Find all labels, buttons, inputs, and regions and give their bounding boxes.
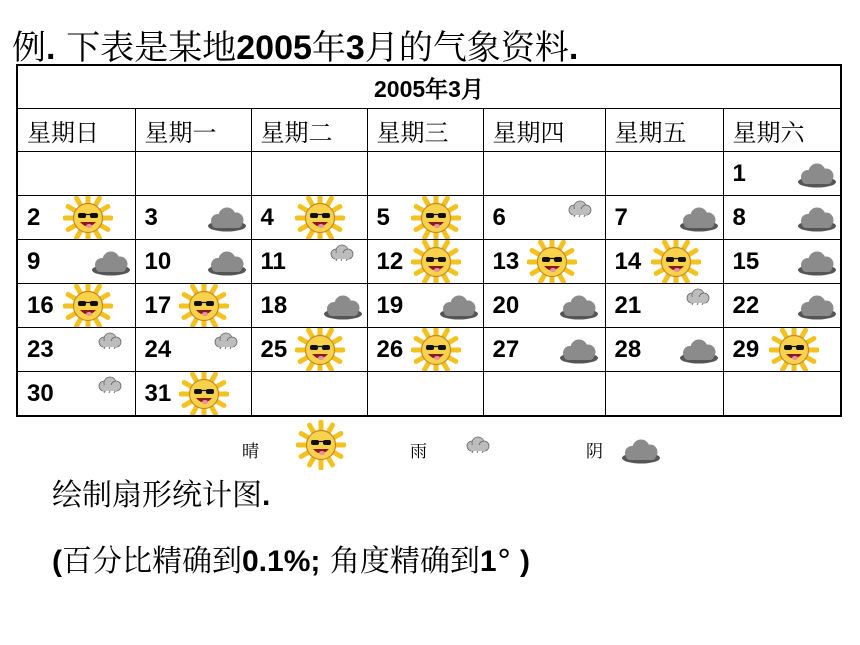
day-number: 18 bbox=[260, 292, 288, 319]
weekday-header: 星期一 bbox=[135, 109, 251, 152]
day-number: 23 bbox=[27, 336, 54, 363]
calendar-empty-cell bbox=[251, 152, 367, 196]
calendar-week-row bbox=[17, 284, 841, 328]
sun-icon bbox=[769, 328, 819, 372]
rain-cloud-icon bbox=[566, 200, 594, 218]
calendar-day-cell bbox=[723, 240, 841, 284]
calendar-empty-cell bbox=[605, 372, 723, 417]
calendar-week-row bbox=[17, 328, 841, 372]
cloud-icon bbox=[796, 206, 838, 232]
day-number: 26 bbox=[376, 336, 404, 363]
sun-icon bbox=[651, 240, 701, 284]
cloud-icon bbox=[206, 206, 248, 232]
day-number: 27 bbox=[492, 336, 520, 363]
legend-rain-label: 雨 bbox=[410, 442, 427, 462]
rain-cloud-icon bbox=[684, 288, 712, 306]
calendar-day-cell bbox=[17, 328, 135, 372]
day-number: 17 bbox=[144, 292, 172, 319]
calendar-empty-cell bbox=[483, 372, 605, 417]
cloud-icon bbox=[678, 206, 720, 232]
day-number: 4 bbox=[260, 204, 274, 231]
calendar-day-cell bbox=[135, 240, 251, 284]
calendar-day-cell bbox=[17, 372, 135, 417]
day-number: 6 bbox=[492, 204, 506, 231]
calendar-week-row bbox=[17, 372, 841, 417]
sun-icon bbox=[527, 240, 577, 284]
calendar-day-cell bbox=[17, 240, 135, 284]
cloud-icon bbox=[90, 250, 132, 276]
calendar-day-cell bbox=[723, 152, 841, 196]
calendar-day-cell bbox=[135, 196, 251, 240]
day-number: 16 bbox=[27, 292, 54, 319]
day-number: 12 bbox=[376, 248, 404, 275]
cloud-icon bbox=[558, 338, 600, 364]
page-title: 例. 下表是某地2005年3月的气象资料. bbox=[12, 28, 579, 68]
calendar-day-cell bbox=[367, 284, 483, 328]
sun-icon bbox=[179, 284, 229, 328]
calendar-day-cell bbox=[605, 196, 723, 240]
calendar-empty-cell bbox=[367, 152, 483, 196]
calendar-header: 2005年3月 bbox=[17, 65, 841, 109]
calendar-day-cell bbox=[723, 328, 841, 372]
weather-calendar-table bbox=[16, 64, 842, 417]
sun-icon bbox=[295, 196, 345, 240]
calendar-week-row bbox=[17, 196, 841, 240]
calendar-day-cell bbox=[17, 284, 135, 328]
calendar-day-cell bbox=[251, 196, 367, 240]
day-number: 25 bbox=[260, 336, 288, 363]
weekday-header: 星期六 bbox=[723, 109, 841, 152]
day-number: 2 bbox=[27, 204, 41, 231]
sun-icon bbox=[411, 196, 461, 240]
day-number: 8 bbox=[732, 204, 746, 231]
calendar-day-cell bbox=[251, 328, 367, 372]
cloud-icon bbox=[796, 250, 838, 276]
day-number: 11 bbox=[260, 248, 286, 275]
cloud-icon bbox=[796, 162, 838, 188]
calendar-day-cell bbox=[483, 284, 605, 328]
weekday-header: 星期二 bbox=[251, 109, 367, 152]
rain-cloud-icon bbox=[96, 376, 124, 394]
calendar-day-cell bbox=[367, 196, 483, 240]
calendar-day-cell bbox=[723, 196, 841, 240]
calendar-day-cell bbox=[251, 240, 367, 284]
day-number: 22 bbox=[732, 292, 760, 319]
sun-icon bbox=[411, 328, 461, 372]
calendar-week-row bbox=[17, 240, 841, 284]
day-number: 10 bbox=[144, 248, 172, 275]
legend-cloudy-label: 阴 bbox=[586, 442, 603, 462]
calendar-empty-cell bbox=[367, 372, 483, 417]
cloud-icon bbox=[620, 438, 662, 464]
weekday-row bbox=[17, 109, 841, 152]
precision-instruction: (百分比精确到0.1%; 角度精确到1° ) bbox=[52, 544, 530, 579]
calendar-day-cell bbox=[483, 240, 605, 284]
calendar-week-row bbox=[17, 152, 841, 196]
calendar-day-cell bbox=[367, 240, 483, 284]
calendar-day-cell bbox=[605, 328, 723, 372]
sun-icon bbox=[411, 240, 461, 284]
calendar-empty-cell bbox=[605, 152, 723, 196]
cloud-icon bbox=[558, 294, 600, 320]
calendar-day-cell bbox=[605, 240, 723, 284]
day-number: 13 bbox=[492, 248, 520, 275]
calendar-day-cell bbox=[251, 284, 367, 328]
sun-icon bbox=[296, 420, 346, 470]
rain-cloud-icon bbox=[96, 332, 124, 350]
calendar-day-cell bbox=[483, 196, 605, 240]
calendar-day-cell bbox=[135, 328, 251, 372]
day-number: 30 bbox=[27, 380, 54, 407]
sun-icon bbox=[295, 328, 345, 372]
calendar-day-cell bbox=[367, 328, 483, 372]
weekday-header: 星期四 bbox=[483, 109, 605, 152]
weekday-header: 星期日 bbox=[17, 109, 135, 152]
weekday-header: 星期五 bbox=[605, 109, 723, 152]
calendar-day-cell bbox=[605, 284, 723, 328]
day-number: 7 bbox=[614, 204, 628, 231]
day-number: 1 bbox=[732, 160, 746, 187]
day-number: 29 bbox=[732, 336, 760, 363]
calendar-empty-cell bbox=[135, 152, 251, 196]
cloud-icon bbox=[796, 294, 838, 320]
calendar-day-cell bbox=[483, 328, 605, 372]
day-number: 21 bbox=[614, 292, 642, 319]
day-number: 24 bbox=[144, 336, 172, 363]
day-number: 28 bbox=[614, 336, 642, 363]
calendar-day-cell bbox=[135, 284, 251, 328]
calendar-day-cell bbox=[135, 372, 251, 417]
day-number: 15 bbox=[732, 248, 760, 275]
cloud-icon bbox=[322, 294, 364, 320]
task-instruction: 绘制扇形统计图. bbox=[52, 478, 271, 513]
calendar-empty-cell bbox=[723, 372, 841, 417]
day-number: 9 bbox=[27, 248, 41, 275]
day-number: 14 bbox=[614, 248, 642, 275]
legend-sunny-label: 晴 bbox=[242, 442, 259, 462]
day-number: 19 bbox=[376, 292, 404, 319]
day-number: 3 bbox=[144, 204, 158, 231]
calendar-day-cell bbox=[723, 284, 841, 328]
cloud-icon bbox=[678, 338, 720, 364]
rain-cloud-icon bbox=[328, 244, 356, 262]
sun-icon bbox=[63, 284, 113, 328]
sun-icon bbox=[63, 196, 113, 240]
calendar-empty-cell bbox=[17, 152, 135, 196]
cloud-icon bbox=[438, 294, 480, 320]
day-number: 31 bbox=[144, 380, 172, 407]
rain-cloud-icon bbox=[464, 436, 492, 454]
rain-cloud-icon bbox=[212, 332, 240, 350]
calendar-day-cell bbox=[17, 196, 135, 240]
calendar-empty-cell bbox=[251, 372, 367, 417]
sun-icon bbox=[179, 372, 229, 417]
calendar-empty-cell bbox=[483, 152, 605, 196]
day-number: 20 bbox=[492, 292, 520, 319]
cloud-icon bbox=[206, 250, 248, 276]
day-number: 5 bbox=[376, 204, 390, 231]
weekday-header: 星期三 bbox=[367, 109, 483, 152]
